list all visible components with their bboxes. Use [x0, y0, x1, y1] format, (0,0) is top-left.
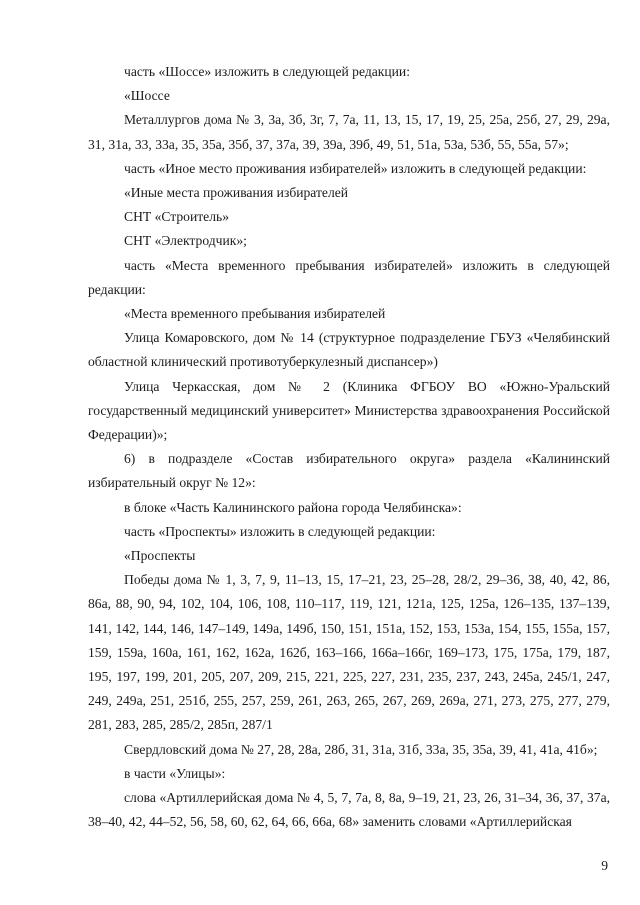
paragraph-sverdlovsky-list: Свердловский дома № 27, 28, 28а, 28б, 31, 31а, 31б, 33а, 35, 35а, 39, 41, 41а, 41б»;: [124, 741, 598, 757]
paragraph-kalininsky-block: в блоке «Часть Калининского района города Челябинска»:: [124, 499, 462, 515]
document-body: [88, 60, 610, 835]
paragraph-prospects-intro: часть «Проспекты» изложить в следующей редакции:: [124, 523, 436, 539]
paragraph-other-residence-intro: часть «Иное место проживания избирателей» изложить в следующей редакции:: [124, 160, 587, 176]
paragraph-shosse-heading: «Шоссе: [124, 88, 170, 104]
paragraph-temporary-stay-heading: «Места временного пребывания избирателей: [124, 306, 386, 322]
paragraph-other-residence-heading: «Иные места проживания избирателей: [124, 185, 349, 201]
paragraph-prospects-heading: «Проспекты: [124, 548, 196, 564]
paragraph-snt-elektrodchik: СНТ «Электродчик»;: [124, 233, 247, 249]
paragraph-metallurgov-list: Металлургов дома № 3, 3а, 3б, 3г, 7, 7а, 11, 13, 15, 17, 19, 25, 25а, 25б, 27, 29, 29а, 31, 31а, 33, 33а, 35, 35а, 35б, 37, 37а, 39, 39а, 39б, 49, 51, 51а, 53а, 53б, 55, 55а, 57»;: [88, 112, 610, 152]
paragraph-komarovskogo: Улица Комаровского, дом № 14 (структурное подразделение ГБУЗ «Челябинский областной клинический противотуберкулезный диспансер»): [88, 330, 610, 370]
paragraph-item-6: 6) в подразделе «Состав избирательного округа» раздела «Калининский избирательный округ № 12»:: [88, 451, 610, 491]
paragraph-snt-stroitel: СНТ «Строитель»: [124, 209, 229, 225]
paragraph-shosse-intro: часть «Шоссе» изложить в следующей редакции:: [124, 64, 410, 79]
paragraph-temporary-stay-intro: часть «Места временного пребывания избирателей» изложить в следующей редакции:: [88, 257, 610, 297]
page-number: 9: [601, 858, 608, 873]
paragraph-cherkasskaya: Улица Черкасская, дом № 2 (Клиника ФГБОУ ВО «Южно-Уральский государственный медицинский университет» Министерства здравоохранения Российской Федерации)»;: [88, 378, 610, 443]
paragraph-pobedy-list: Победы дома № 1, 3, 7, 9, 11–13, 15, 17–21, 23, 25–28, 28/2, 29–36, 38, 40, 42, 86, 86а, 88, 90, 94, 102, 104, 106, 108, 110–117, 119, 121, 121а, 125, 125а, 126–135, 137–139, 141, 142, 144, 146, 147–149, 149а, 149б, 150, 151, 151а, 152, 153, 153а, 154, 155, 155а, 157, 159, 159а, 160а, 161, 162, 162а, 162б, 163–166, 166а–166г, 169–173, 175, 175а, 179, 187, 195, 197, 199, 201, 205, 207, 209, 215, 221, 225, 227, 231, 235, 237, 243, 245а, 245/1, 247, 249, 249а, 251, 251б, 255, 257, 259, 261, 263, 265, 267, 269, 269а, 271, 273, 275, 277, 279, 281, 283, 285, 285/2, 285п, 287/1: [88, 572, 610, 733]
paragraph-artilleriyskaya: слова «Артиллерийская дома № 4, 5, 7, 7а, 8, 8а, 9–19, 21, 23, 26, 31–34, 36, 37, 37а, 38–40, 42, 44–52, 56, 58, 60, 62, 64, 66, 66а, 68» заменить словами «Артиллерийская: [88, 790, 610, 830]
paragraph-streets-part: в части «Улицы»:: [124, 765, 226, 781]
